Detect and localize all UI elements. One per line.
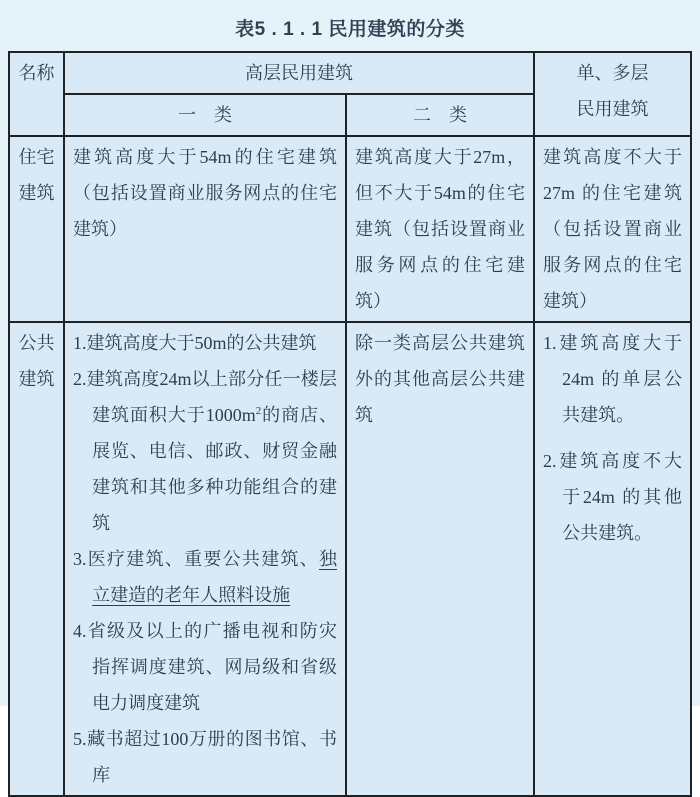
item-text: 的商店、展览、电信、邮政、财贸金融建筑和其他多种功能组合的建筑 [92,405,337,533]
header-class-2: 二 类 [346,94,534,136]
item-text: 1.建筑高度大于50m的公共建筑 [73,333,317,353]
public-class1-item-4 [73,613,337,721]
item-text: 2.建筑高度不大于24m 的其他公共建筑。 [543,451,682,543]
building-classification-table [8,51,692,797]
residential-class2-cell: 建筑高度大于27m，但不大于54m的住宅建筑（包括设置商业服务网点的住宅建筑） [346,136,534,322]
row-residential [9,136,691,322]
residential-single-multi-cell: 建筑高度不大于27m 的住宅建筑（包括设置商业服务网点的住宅建筑） [534,136,691,322]
public-class1-item-1 [73,325,337,361]
public-single-multi-item-1 [543,325,682,433]
header-single-multi [534,52,691,136]
header-single-multi-line1: 单、多层 [576,63,649,83]
header-name: 名称 [9,52,64,136]
superscript-2: 2 [255,405,262,417]
header-highrise: 高层民用建筑 [64,52,534,94]
item-text: 5.藏书超过100万册的图书馆、书库 [73,729,337,785]
row-label-public: 公共建筑 [9,322,64,796]
item-text: 2.建筑高度24m以上部分任一楼层建筑面积大于1000m [73,369,337,425]
header-single-multi-line2: 民用建筑 [576,99,649,119]
public-class1-cell [64,322,346,796]
row-public [9,322,691,796]
public-class2-cell: 除一类高层公共建筑外的其他高层公共建筑 [346,322,534,796]
row-label-residential: 住宅建筑 [9,136,64,322]
public-single-multi-item-2 [543,443,682,551]
item-text: 4.省级及以上的广播电视和防灾指挥调度建筑、网局级和省级电力调度建筑 [73,621,337,713]
public-class1-item-5 [73,721,337,793]
header-class-1: 一 类 [64,94,346,136]
table-title: 表5 . 1 . 1 民用建筑的分类 [235,19,465,40]
public-class1-item-2 [73,361,337,541]
item-text: 3.医疗建筑、重要公共建筑、 [73,549,319,569]
underlined-text: 独立建造的老年人照料设施 [92,549,337,605]
header-row-1 [9,52,691,94]
item-text: 1.建筑高度大于24m 的单层公共建筑。 [543,333,682,425]
public-single-multi-cell [534,322,691,796]
public-class1-item-3 [73,541,337,613]
residential-class1-cell: 建筑高度大于54m的住宅建筑（包括设置商业服务网点的住宅建筑） [64,136,346,322]
